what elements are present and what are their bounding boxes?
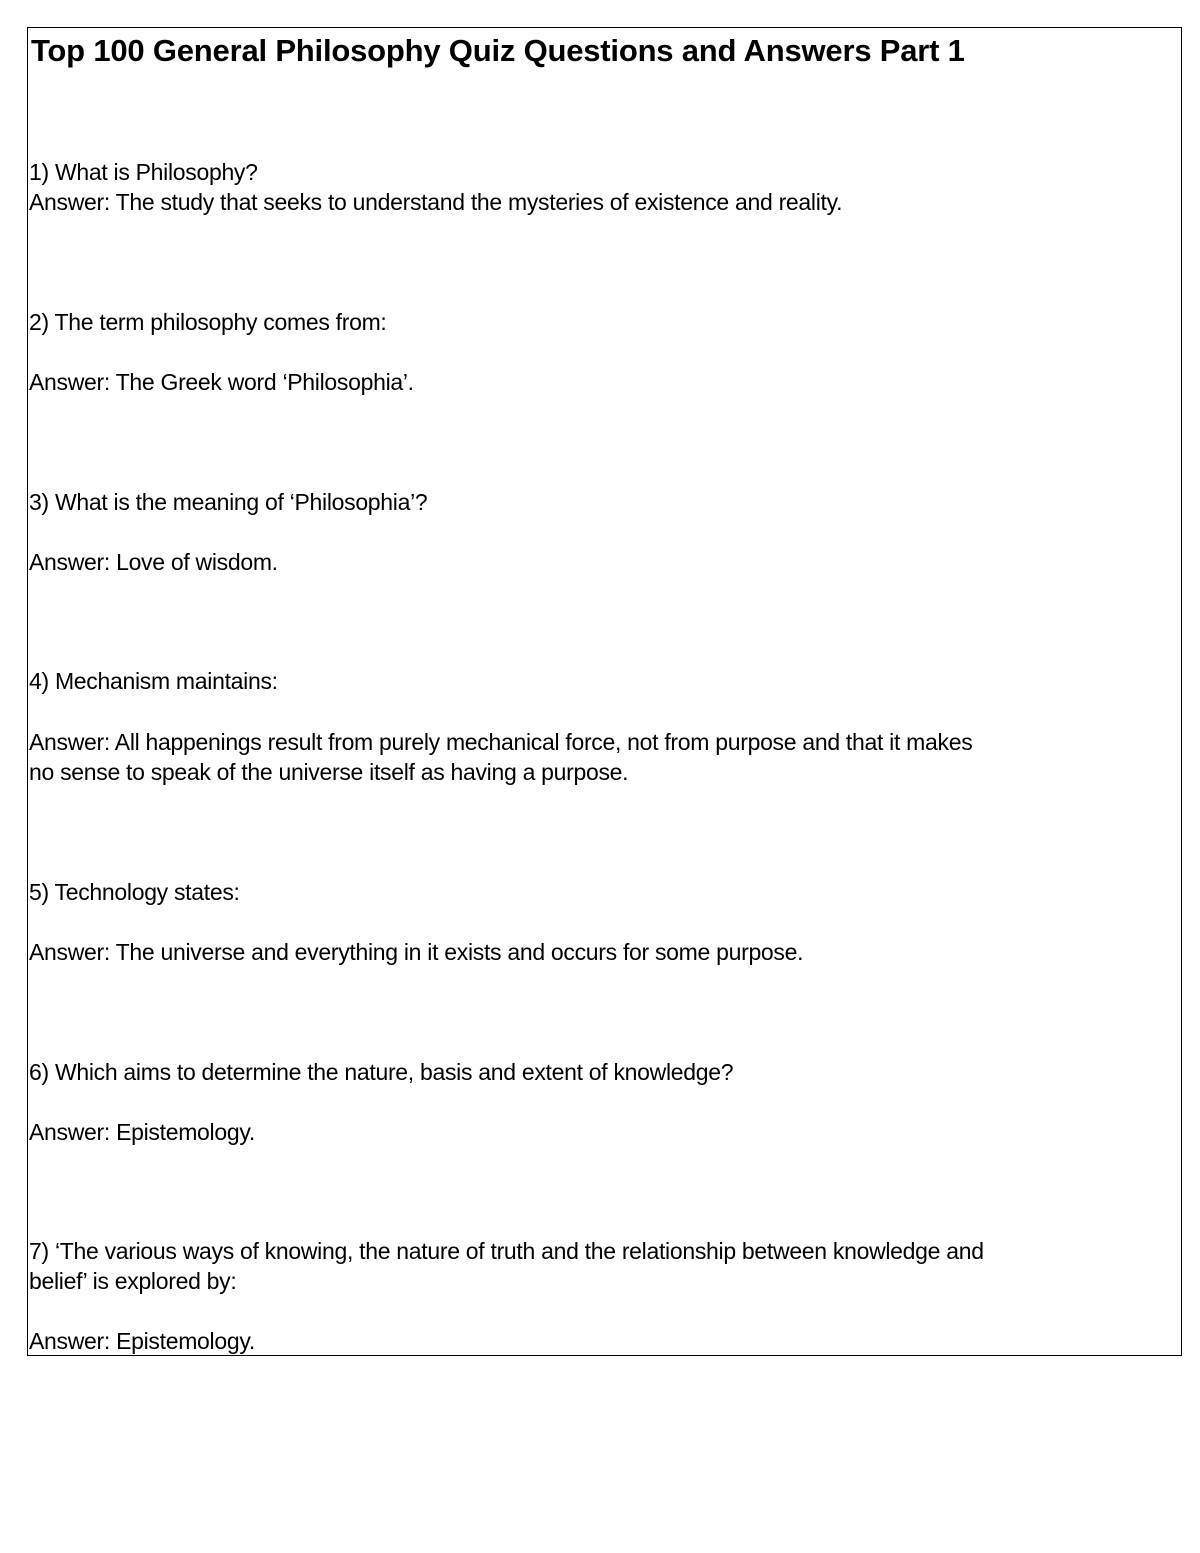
question-4: 4) Mechanism maintains: <box>29 668 278 694</box>
answer-6: Answer: Epistemology. <box>29 1119 255 1145</box>
question-5: 5) Technology states: <box>29 879 240 905</box>
question-1: 1) What is Philosophy? <box>29 159 258 185</box>
answer-1: Answer: The study that seeks to understand the mysteries of existence and reality. <box>29 189 843 215</box>
question-2: 2) The term philosophy comes from: <box>29 309 387 335</box>
answer-3: Answer: Love of wisdom. <box>29 549 278 575</box>
question-3: 3) What is the meaning of ‘Philosophia’? <box>29 489 428 515</box>
document-title: Top 100 General Philosophy Quiz Questions and Answers Part 1 <box>31 33 965 68</box>
question-7-line-1: 7) ‘The various ways of knowing, the nature of truth and the relationship between knowledge and <box>29 1238 984 1264</box>
answer-5: Answer: The universe and everything in it exists and occurs for some purpose. <box>29 939 804 965</box>
answer-4-line-1: Answer: All happenings result from purely mechanical force, not from purpose and that it makes <box>29 729 973 755</box>
question-6: 6) Which aims to determine the nature, basis and extent of knowledge? <box>29 1059 734 1085</box>
document-page <box>27 27 1182 1356</box>
question-7-line-2: belief’ is explored by: <box>29 1268 237 1294</box>
answer-7: Answer: Epistemology. <box>29 1328 255 1354</box>
answer-2: Answer: The Greek word ‘Philosophia’. <box>29 369 414 395</box>
answer-4-line-2: no sense to speak of the universe itself as having a purpose. <box>29 759 629 785</box>
